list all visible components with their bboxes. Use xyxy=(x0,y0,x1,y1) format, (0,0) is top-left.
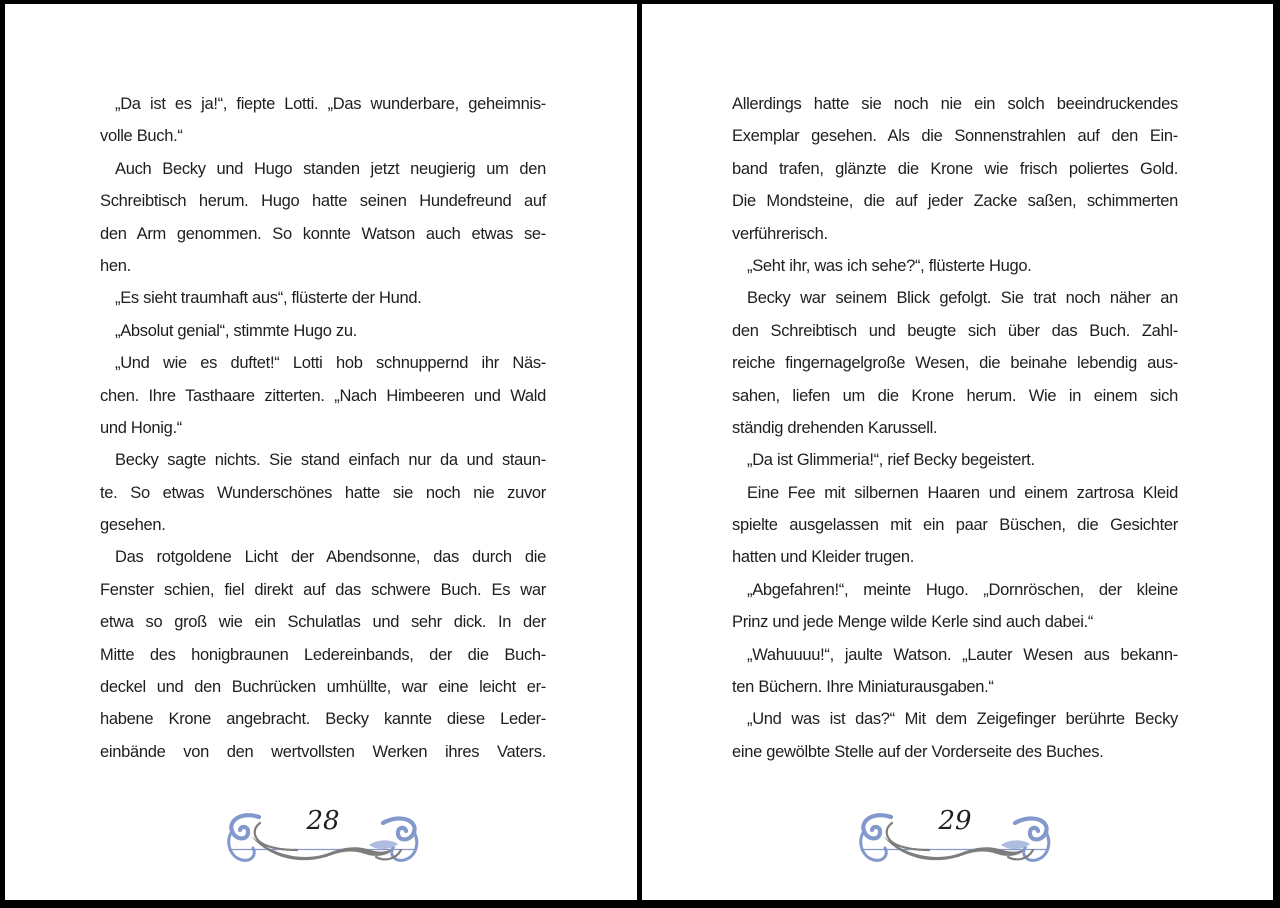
text-line: Mitte des honigbraunen Ledereinbands, der die Buch- xyxy=(100,645,546,664)
text-line: hatten und Kleider trugen. xyxy=(732,548,915,567)
text-line: gesehen. xyxy=(100,516,166,535)
page-number-left: 28 xyxy=(306,806,340,836)
text-line: „Da ist es ja!“, fiepte Lotti. „Das wunderbare, geheimnis- xyxy=(115,95,546,113)
text-line: den Schreibtisch und beugte sich über das Buch. Zahl- xyxy=(732,321,1178,340)
text-line: Allerdings hatte sie noch nie ein solch beeindruckendes xyxy=(732,95,1178,113)
text-line: band trafen, glänzte die Krone wie frisch poliertes Gold. xyxy=(732,159,1178,178)
text-line: ständig drehenden Karussell. xyxy=(732,418,938,437)
text-line: „Da ist Glimmeria!“, rief Becky begeistert. xyxy=(747,451,1035,470)
text-line: Fenster schien, fiel direkt auf das schwere Buch. Es war xyxy=(100,580,546,599)
page-text-left xyxy=(100,88,546,768)
text-line: „Wahuuuu!“, jaulte Watson. „Lauter Wesen aus bekann- xyxy=(747,645,1178,664)
text-line: und Honig.“ xyxy=(100,418,183,437)
text-line: spielte ausgelassen mit ein paar Büschen, die Gesichter xyxy=(732,516,1178,535)
text-line: den Arm genommen. So konnte Watson auch etwas se- xyxy=(100,224,546,243)
text-line: deckel und den Buchrücken umhüllte, war eine leicht er- xyxy=(100,678,546,697)
page-footer-left xyxy=(223,804,423,872)
page-number-right: 29 xyxy=(938,806,972,836)
text-line: „Abgefahren!“, meinte Hugo. „Dornröschen, der kleine xyxy=(747,580,1178,599)
text-line: ten Büchern. Ihre Miniaturausgaben.“ xyxy=(732,678,994,697)
text-line: „Absolut genial“, stimmte Hugo zu. xyxy=(115,321,357,340)
text-line: volle Buch.“ xyxy=(100,127,183,146)
text-line: „Und wie es duftet!“ Lotti hob schnuppernd ihr Näs- xyxy=(115,354,546,373)
text-line: habene Krone angebracht. Becky kannte diese Leder- xyxy=(100,710,546,729)
text-line: eine gewölbte Stelle auf der Vorderseite des Buches. xyxy=(732,742,1104,761)
text-line: Schreibtisch herum. Hugo hatte seinen Hundefreund auf xyxy=(100,192,546,211)
text-line: Becky sagte nichts. Sie stand einfach nur da und staun- xyxy=(115,451,546,470)
text-line: Eine Fee mit silbernen Haaren und einem zartrosa Kleid xyxy=(747,483,1178,502)
text-line: te. So etwas Wunderschönes hatte sie noch nie zuvor xyxy=(100,483,546,502)
text-line: Becky war seinem Blick gefolgt. Sie trat noch näher an xyxy=(747,289,1178,308)
text-line: Prinz und jede Menge wilde Kerle sind auch dabei.“ xyxy=(732,613,1094,632)
page-right xyxy=(642,4,1273,900)
page-text-right xyxy=(732,88,1178,768)
text-line: „Es sieht traumhaft aus“, flüsterte der Hund. xyxy=(115,289,422,308)
page-footer-right xyxy=(855,804,1055,872)
text-line: reiche fingernagelgroße Wesen, die beinahe lebendig aus- xyxy=(732,354,1178,373)
text-line: Auch Becky und Hugo standen jetzt neugierig um den xyxy=(115,159,546,178)
text-line: einbände von den wertvollsten Werken ihres Vaters. xyxy=(100,742,546,761)
text-line: „Und was ist das?“ Mit dem Zeigefinger berührte Becky xyxy=(747,710,1178,729)
text-line: verführerisch. xyxy=(732,224,828,243)
text-line: hen. xyxy=(100,256,131,275)
text-line: etwa so groß wie ein Schulatlas und sehr dick. In der xyxy=(100,613,546,632)
page-left xyxy=(5,4,637,900)
text-line: Die Mondsteine, die auf jeder Zacke saßen, schimmerten xyxy=(732,192,1178,211)
text-line: chen. Ihre Tasthaare zitterten. „Nach Himbeeren und Wald xyxy=(100,386,546,405)
text-line: Das rotgoldene Licht der Abendsonne, das durch die xyxy=(115,548,546,567)
text-line: Exemplar gesehen. Als die Sonnenstrahlen auf den Ein- xyxy=(732,127,1178,146)
text-line: sahen, liefen um die Krone herum. Wie in einem sich xyxy=(732,386,1178,405)
text-line: „Seht ihr, was ich sehe?“, flüsterte Hugo. xyxy=(747,256,1032,275)
